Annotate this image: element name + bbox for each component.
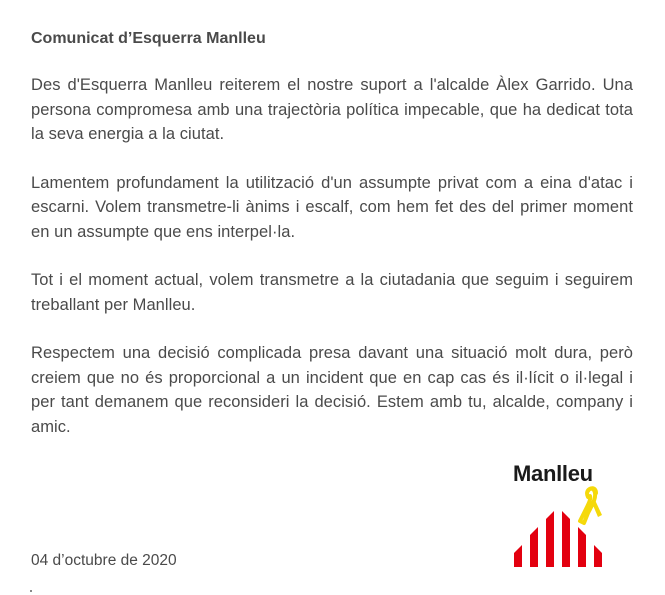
paragraph-3: Tot i el moment actual, volem transmetre a la ciutadania que seguim i seguirem treballant per Manlleu. bbox=[31, 271, 633, 314]
page-mark bbox=[30, 590, 32, 592]
statement-title: Comunicat d’Esquerra Manlleu bbox=[31, 30, 266, 47]
paragraph-2: Lamentem profundament la utilització d'un assumpte privat com a eina d'atac i escarni. Volem transmetre-li ànims i escalf, com hem fet des del primer moment en un assumpte que ens interpel·la. bbox=[31, 173, 633, 241]
esquerra-manlleu-logo bbox=[500, 455, 618, 567]
paragraph-1: Des d'Esquerra Manlleu reiterem el nostre suport a l'alcalde Àlex Garrido. Una persona compromesa amb una trajectòria política impecable, que ha dedicat tota la seva energia a la ciutat. bbox=[31, 76, 633, 143]
statement-date: 04 d’octubre de 2020 bbox=[31, 552, 177, 569]
statement-document bbox=[31, 28, 633, 463]
paragraph-4: Respectem una decisió complicada presa davant una situació molt dura, però creiem que no és proporcional a un incident que en cap cas és il·lícit o il·legal i per tant demanem que reconsideri la decisió. Estem amb tu, alcalde, company i amic. bbox=[31, 344, 633, 436]
logo-wordmark: Manlleu bbox=[513, 461, 593, 486]
yellow-ribbon-icon bbox=[580, 488, 602, 523]
flag-bars-icon bbox=[500, 483, 618, 567]
